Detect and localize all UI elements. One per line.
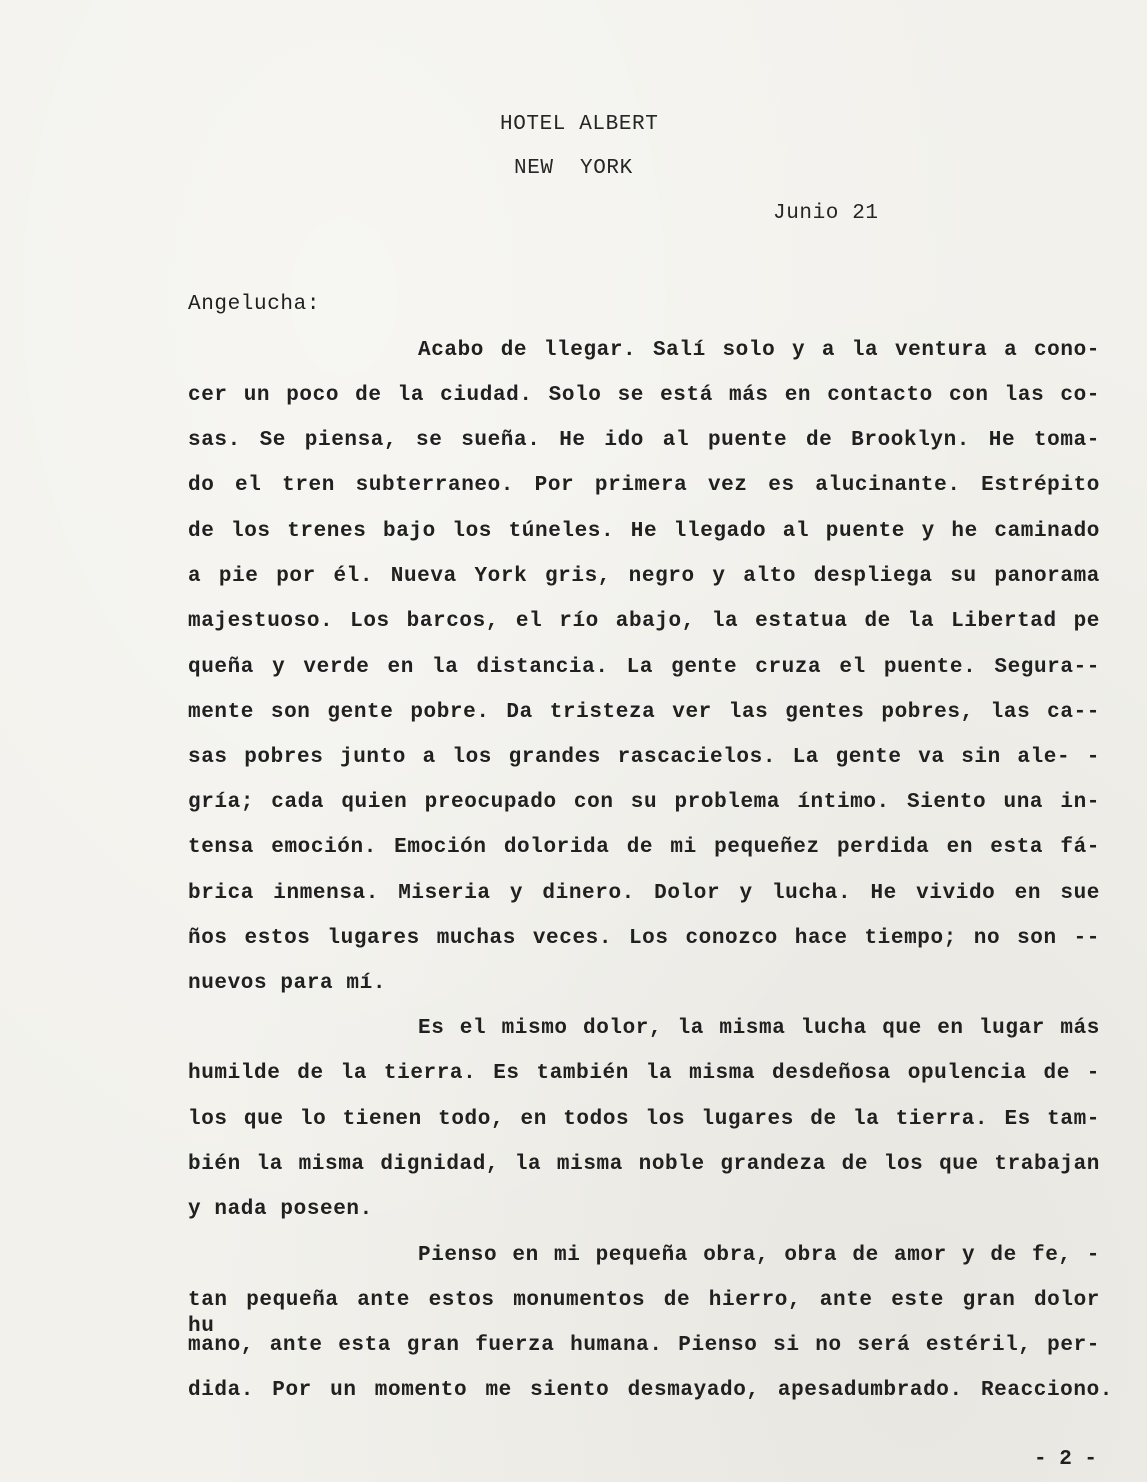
body-line: mente son gente pobre. Da tristeza ver las gentes pobres, las ca-- [188,701,1100,724]
body-line: los que lo tienen todo, en todos los lugares de la tierra. Es tam- [188,1108,1100,1131]
body-line: do el tren subterraneo. Por primera vez es alucinante. Estrépito [188,474,1100,497]
salutation: Angelucha: [188,293,321,316]
body-line: de los trenes bajo los túneles. He llegado al puente y he caminado [188,520,1100,543]
body-line: gría; cada quien preocupado con su problema íntimo. Siento una in- [188,791,1100,814]
body-line: sas. Se piensa, se sueña. He ido al puente de Brooklyn. He toma- [188,429,1100,452]
body-line: tan pequeña ante estos monumentos de hierro, ante este gran dolor hu [188,1289,1100,1338]
body-line: brica inmensa. Miseria y dinero. Dolor y lucha. He vivido en sue [188,882,1100,905]
body-line: a pie por él. Nueva York gris, negro y alto despliega su panorama [188,565,1100,588]
body-line: dida. Por un momento me siento desmayado, apesadumbrado. Reacciono. [188,1379,1113,1402]
body-line: cer un poco de la ciudad. Solo se está más en contacto con las co- [188,384,1100,407]
body-line: Es el mismo dolor, la misma lucha que en lugar más [418,1017,1100,1040]
body-line: nuevos para mí. [188,972,387,995]
body-line: humilde de la tierra. Es también la misma desdeñosa opulencia de - [188,1062,1100,1085]
body-line: mano, ante esta gran fuerza humana. Pienso si no será estéril, per- [188,1334,1100,1357]
body-line: sas pobres junto a los grandes rascacielos. La gente va sin ale- - [188,746,1100,769]
letterhead-hotel: HOTEL ALBERT [500,113,659,136]
body-line: bién la misma dignidad, la misma noble grandeza de los que trabajan [188,1153,1100,1176]
body-line: queña y verde en la distancia. La gente cruza el puente. Segura-- [188,656,1100,679]
page-number: - 2 - [1034,1448,1098,1471]
body-line: ños estos lugares muchas veces. Los conozco hace tiempo; no son -- [188,927,1100,950]
letter-date: Junio 21 [773,202,879,225]
body-line: majestuoso. Los barcos, el río abajo, la estatua de la Libertad pe [188,610,1100,633]
letterhead-city: NEW YORK [514,157,633,180]
body-line: Pienso en mi pequeña obra, obra de amor y de fe, - [418,1244,1100,1267]
body-line: y nada poseen. [188,1198,373,1221]
body-line: Acabo de llegar. Salí solo y a la ventura a cono- [418,339,1100,362]
body-line: tensa emoción. Emoción dolorida de mi pequeñez perdida en esta fá- [188,836,1100,859]
